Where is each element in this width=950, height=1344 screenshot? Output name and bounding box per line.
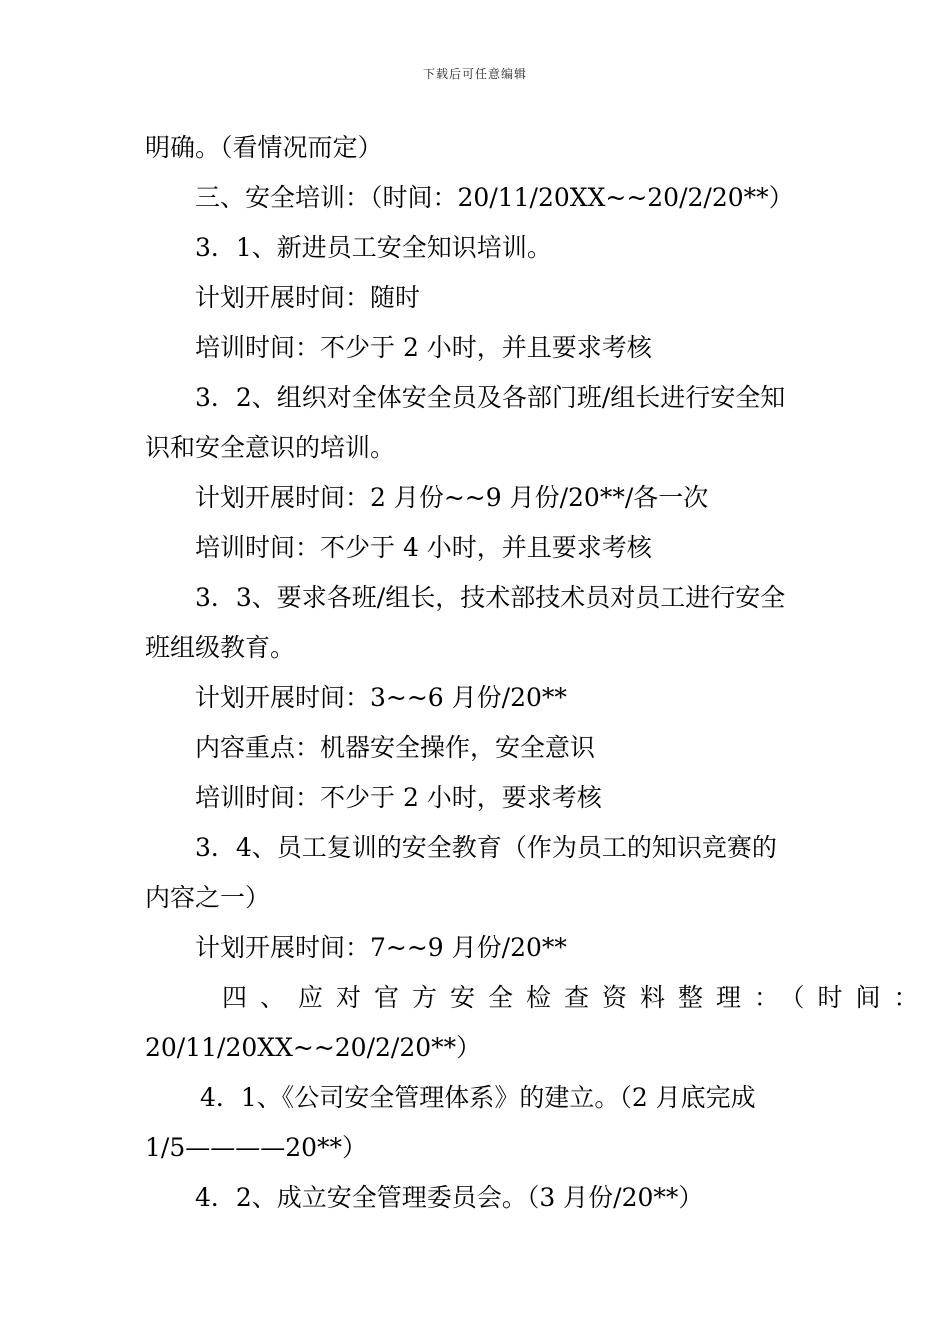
text-line: 内容重点：机器安全操作，安全意识 <box>195 733 596 762</box>
page-header: 下载后可任意编辑 <box>422 67 527 81</box>
text-line: 1/5————20**） <box>145 1133 368 1162</box>
text-line: 计划开展时间：2 月份~~9 月份/20**/各一次 <box>195 483 709 512</box>
item-3-2: 3．2、组织对全体安全员及各部门班/组长进行安全知 <box>195 383 786 412</box>
text-line: 培训时间：不少于 2 小时，并且要求考核 <box>195 333 652 362</box>
item-3-1: 3．1、新进员工安全知识培训。 <box>195 233 552 262</box>
text-line: 培训时间：不少于 4 小时，并且要求考核 <box>195 533 652 562</box>
text-line: 计划开展时间：7~~9 月份/20** <box>195 933 567 962</box>
item-3-3: 3．3、要求各班/组长，技术部技术员对员工进行安全 <box>195 583 786 612</box>
section-heading-3: 三、安全培训：（时间：20/11/20XX~~20/2/20**） <box>195 183 794 212</box>
item-3-4: 3．4、员工复训的安全教育（作为员工的知识竞赛的 <box>195 833 777 862</box>
text-line: 明确。（看情况而定） <box>145 133 383 162</box>
text-line: 计划开展时间：3~~6 月份/20** <box>195 683 567 712</box>
text-line: 计划开展时间：随时 <box>195 283 421 312</box>
text-line: 20/11/20XX~~20/2/20**） <box>145 1033 482 1062</box>
item-4-1: 4．1、《公司安全管理体系》的建立。（2 月底完成 <box>200 1083 756 1112</box>
section-heading-4 <box>222 983 932 1013</box>
text-line: 内容之一） <box>145 883 271 912</box>
item-4-2: 4．2、成立安全管理委员会。（3 月份/20**） <box>195 1183 704 1212</box>
heading-text: 四、应对官方安全检查资料整理：（时间： <box>222 983 932 1012</box>
text-line: 培训时间：不少于 2 小时，要求考核 <box>195 783 602 812</box>
text-line: 识和安全意识的培训。 <box>145 433 396 462</box>
text-line: 班组级教育。 <box>145 633 296 662</box>
